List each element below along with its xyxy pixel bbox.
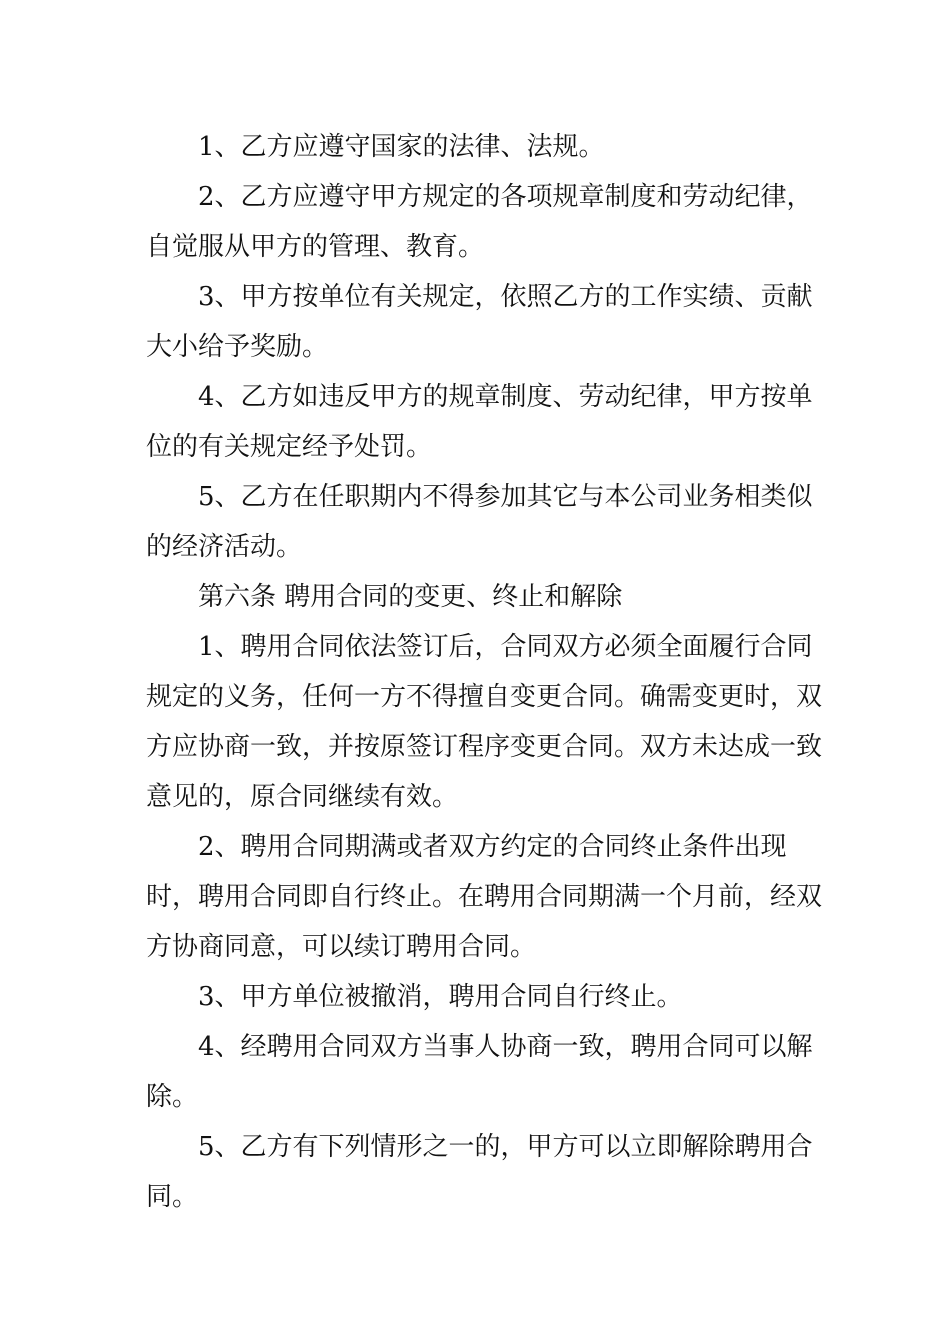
paragraph-change-5: 5、乙方有下列情形之一的，甲方可以立即解除聘用合同。 bbox=[146, 1132, 813, 1212]
paragraph-obligation-1: 1、乙方应遵守国家的法律、法规。 bbox=[198, 132, 605, 162]
section-heading-article-6: 第六条 聘用合同的变更、终止和解除 bbox=[198, 582, 623, 612]
paragraph-obligation-3: 3、甲方按单位有关规定，依照乙方的工作实绩、贡献大小给予奖励。 bbox=[146, 282, 813, 362]
document-body bbox=[146, 122, 836, 1222]
paragraph-change-1: 1、聘用合同依法签订后，合同双方必须全面履行合同规定的义务，任何一方不得擅自变更合同。确需变更时，双方应协商一致，并按原签订程序变更合同。双方未达成一致意见的，原合同继续有效。 bbox=[146, 632, 823, 812]
paragraph-obligation-2: 2、乙方应遵守甲方规定的各项规章制度和劳动纪律，自觉服从甲方的管理、教育。 bbox=[146, 182, 813, 262]
paragraph-change-3: 3、甲方单位被撤消，聘用合同自行终止。 bbox=[198, 982, 683, 1012]
paragraph-change-4: 4、经聘用合同双方当事人协商一致，聘用合同可以解除。 bbox=[146, 1032, 813, 1112]
paragraph-obligation-5: 5、乙方在任职期内不得参加其它与本公司业务相类似的经济活动。 bbox=[146, 482, 813, 562]
paragraph-obligation-4: 4、乙方如违反甲方的规章制度、劳动纪律，甲方按单位的有关规定经予处罚。 bbox=[146, 382, 813, 462]
paragraph-change-2: 2、聘用合同期满或者双方约定的合同终止条件出现时，聘用合同即自行终止。在聘用合同期满一个月前，经双方协商同意，可以续订聘用合同。 bbox=[146, 832, 823, 962]
